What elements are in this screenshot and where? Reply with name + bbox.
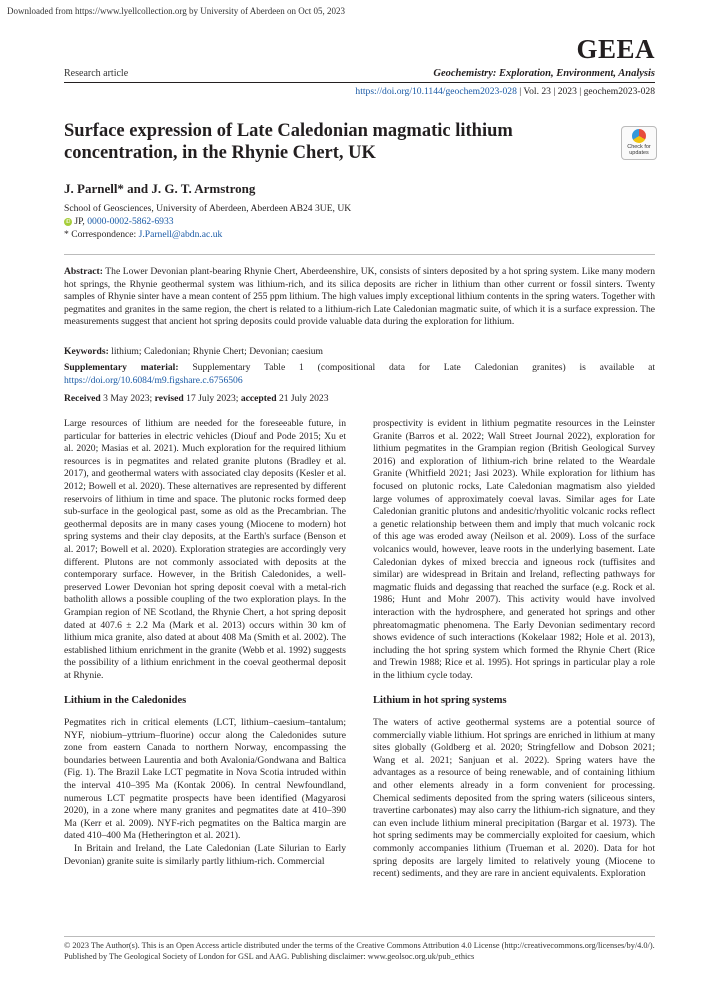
title-line-1: Surface expression of Late Caledonian magmatic lithium [64, 121, 513, 141]
crossmark-icon [632, 129, 646, 143]
hot-springs-paragraph: The waters of active geothermal systems are a potential source of commercially viable lithium. Hot springs are enriched in lithium at many sites globally (Goldberg et al. 2020; Stringfellow and Dobson 2021; Wang et al. 2021; Sanjuan et al. 2022). Spring waters have the advantages as a resource of being renewable, and of containing lithium and other elements already in a form convenient for processing. Chemical sediments deposited from the spring waters (siliceous sinters, travertine carbonates) may also carry the lithium-rich signature, and they can even include lithium mineral precipitation (Bargar et al. 1973). The hot spring sediments may be commercially exploited for caesium, which commonly accompanies lithium (Trueman et al. 2020). Data for hot spring deposits are largely limited to relatively young (Miocene to recent) sediments, and they are rare in ancient equivalents. Exploration [373, 717, 655, 880]
heading-hot-springs: Lithium in hot spring systems [373, 695, 507, 707]
download-note: Downloaded from https://www.lyellcollection.org by University of Aberdeen on Oct 05, 2023 [7, 6, 345, 16]
license-footer: © 2023 The Author(s). This is an Open Access article distributed under the terms of the Creative Commons Attribution 4.0 License (http://creativecommons.org/licenses/by/4.0/). Published by The Geological Society of London for GSL and AAG. Publishing disclaimer: www.geolsoc.org.uk/pub_ethics [64, 941, 655, 961]
citation: | Vol. 23 | 2023 | geochem2023-028 [519, 86, 655, 97]
doi-line [355, 86, 655, 97]
header-rule [64, 82, 655, 83]
journal-logo: GEEA [576, 34, 655, 64]
affiliation: School of Geosciences, University of Aberdeen, Aberdeen AB24 3UE, UK [64, 203, 352, 214]
keywords [64, 346, 655, 359]
caledonides-paragraph-2: In Britain and Ireland, the Late Caledonian (Late Silurian to Early Devonian) granite suite is similarly partly lithium-rich. Commercial [64, 843, 346, 867]
keywords-text: lithium; Caledonian; Rhynie Chert; Devonian; caesium [111, 346, 323, 357]
intro-paragraph: Large resources of lithium are needed for the foreseeable future, in particular for batteries in electric vehicles (Diouf and Pode 2015; Xu et al. 2020; Masias et al. 2021). Much exploration for the required lithium resources is in pegmatites and related granite plutons (Bradley et al. 2017), and geothermal waters with associated clay deposits (Kesler et al. 2012; Bowell et al. 2020). These alternatives are represented by different reservoirs of lithium in time and space. The plutonic rocks formed deep sub-surface in the geological past, some as old as the Precambrian. The geothermal deposits are in many cases young (Miocene to modern) hot spring systems and their clay deposits, at the Earth's surface (Benson et al. 2017; Bowell et al. 2020). Exploration strategies are accordingly very different. Plutons are not commonly associated with deposits at the contemporary surface. However, in the British Caledonides, a well-preserved Lower Devonian hot spring deposit coeval with a metal-rich batholith allows a possible coupling of the two exploration plays. In the Grampian region of NE Scotland, the Rhynie Chert, a hot spring deposit dated at 407.6 ± 2.2 Ma (Mark et al. 2013) occurs within 30 km of lithium mica granite, also dated at about 408 Ma (Smith et al. 2002). The established lithium enrichment in the granite (Webb et al. 1992) suggests the possibility of a lithium enrichment in the coeval geothermal deposit at Rhynie. [64, 418, 346, 681]
keywords-label: Keywords: [64, 346, 109, 357]
supplementary [64, 362, 655, 387]
supplementary-link[interactable]: https://doi.org/10.6084/m9.figshare.c.6756506 [64, 374, 243, 386]
correspondence-label: * Correspondence: [64, 229, 137, 241]
heading-caledonides: Lithium in the Caledonides [64, 695, 187, 707]
accepted-date: 21 July 2023 [278, 393, 329, 404]
section-label: Research article [64, 68, 129, 79]
footer-rule [64, 936, 655, 937]
title-line-2: concentration, in the Rhynie Chert, UK [64, 143, 376, 163]
received-date: 3 May 2023; [103, 393, 153, 404]
revised-label: revised [154, 393, 184, 404]
check-label-2: updates [629, 150, 649, 156]
correspondence-email[interactable]: J.Parnell@abdn.ac.uk [138, 229, 223, 241]
authors: J. Parnell* and J. G. T. Armstrong [64, 181, 256, 196]
orcid-name: JP, [74, 216, 85, 228]
revised-date: 17 July 2023; [186, 393, 239, 404]
continuation-paragraph: prospectivity is evident in lithium pegmatite resources in the Leinster Granite (Barros et al. 2022; Wall Street Journal 2022), exploration for lithium pegmatites in the Grampian region (British Geological Survey 2016) and exploration of lithium-rich brine related to the Weardale Granite (Whitfield 2021; Jasi 2023). While exploration for lithium has focused on plutonic rocks, Late Caledonian magmatism also yielded large volumes of approximately coeval lavas. Similar ages for Late Caledonian granitic plutons and andesitic/rhyolitic volcanic rocks reflect a genetic relationship between them and imply that much volcanic rock of this age was eroded away (Neilson et al. 2009). Loss of the surface volcanics would, however, leave roots in the underlying basement. Late Caledonian dykes of mixed breccia and igneous rock (tuffisites and similar) are widespread in Britain and Ireland, reflecting pathways for magmatic fluids and degassing that reached the surface (e.g. Rock et al. 1986; Hunt and Mohr 2007). This activity would have involved interaction with the hydrosphere, and generated hot springs and other phreatomagmatic phenomena. The Early Devonian sedimentary record shows evidence of such interactions (Kokelaar 1982; Hole et al. 2013), including the hot spring system which formed the Rhynie Chert (Rice and Trewin 1988; Rice et al. 1995). Hot springs in particular play a role in the lithium cycle today. [373, 418, 655, 681]
dates [64, 393, 329, 404]
article-title [64, 120, 544, 164]
column-left [64, 418, 346, 868]
supplementary-text: Supplementary Table 1 (compositional data for Late Caledonian granites) is available at [192, 362, 655, 373]
check-for-updates-button[interactable] [621, 126, 657, 160]
abstract-text: The Lower Devonian plant-bearing Rhynie Chert, Aberdeenshire, UK, consists of sinters deposited by a hot spring system. Like many modern hot springs, the Rhynie geothermal system was lithium-rich, and its silica deposits are richer in lithium than other current or fossil sinters. Twenty samples of Rhynie sinter have a mean content of 255 ppm lithium. The high values imply exceptional lithium contents in the spring waters. Together with pegmatites and granites in the same region, the chert is related to a lithium-rich Late Caledonian magmatic suite, of which it is a surface expression. The measurements suggest that ancient hot spring deposits could provide valuable data during the exploration for lithium. [64, 266, 655, 328]
accepted-label: accepted [240, 393, 277, 404]
doi-link[interactable]: https://doi.org/10.1144/geochem2023-028 [355, 86, 517, 97]
abstract [64, 266, 655, 329]
orcid-icon: iD [65, 219, 71, 225]
caledonides-paragraph-1: Pegmatites rich in critical elements (LCT, lithium–caesium–tantalum; NYF, niobium–yttrium–fluorine) occur along the Caledonides suture zone from eastern Canada to northern Norway, encompassing the boundaries between Laurentia and both Avalonia/Gondwana and Baltica (Fig. 1). The Brazil Lake LCT pegmatite in Nova Scotia intruded within the interval 410–395 Ma (Kontak 2006). In central Newfoundland, numerous LCT pegmatite prospects have been identified (Magyarosi 2020), in a zone where many granites and pegmatites date at 410–390 Ma (Kerr et al. 2009). NYF-rich pegmatites on the Baltica margin are dated 410–400 Ma (Hetherington et al. 2021). [64, 717, 346, 842]
correspondence [64, 228, 351, 241]
journal-name: Geochemistry: Exploration, Environment, Analysis [433, 68, 655, 79]
received-label: Received [64, 393, 101, 404]
abstract-label: Abstract: [64, 266, 103, 277]
supplementary-label: Supplementary material: [64, 362, 179, 373]
orcid-link[interactable]: 0000-0002-5862-6933 [87, 216, 174, 228]
orcid-line [64, 215, 351, 228]
abstract-rule [64, 254, 655, 255]
check-label-1: Check for [627, 144, 651, 150]
affiliation-block [64, 202, 351, 242]
column-right [373, 418, 655, 881]
